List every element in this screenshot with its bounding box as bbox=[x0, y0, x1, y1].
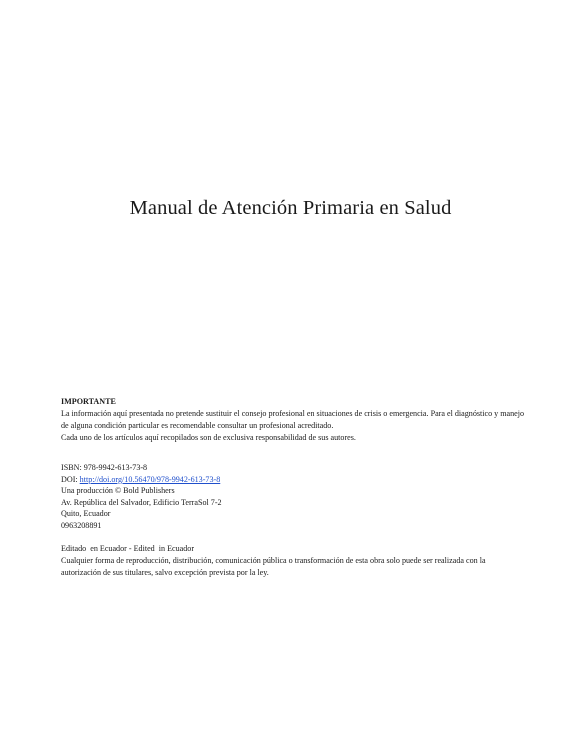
notice-paragraph-disclaimer: La información aquí presentada no pretende sustituir el consejo profesional en situaciones de crisis o emergencia. Para el diagnóstico y manejo de alguna condición particular es recomendable consultar un profesional acreditado. bbox=[61, 409, 525, 430]
phone-text: 0963208891 bbox=[61, 520, 102, 530]
address-line-1: Av. República del Salvador, Edificio TerraSol 7-2 bbox=[61, 497, 222, 507]
important-notice bbox=[61, 396, 531, 444]
producer-text: Una producción © Bold Publishers bbox=[61, 486, 175, 496]
edited-in-text: Editado en Ecuador - Edited in Ecuador bbox=[61, 544, 195, 553]
doi-link[interactable]: http://doi.org/10.56470/978-9942-613-73-8 bbox=[79, 474, 221, 484]
publication-info bbox=[61, 462, 531, 532]
address-line-2: Quito, Ecuador bbox=[61, 509, 111, 519]
notice-paragraph-responsibility: Cada uno de los artículos aquí recopilados son de exclusiva responsabilidad de sus autores. bbox=[61, 433, 356, 442]
rights-section bbox=[61, 543, 526, 578]
doi-line bbox=[61, 474, 531, 486]
isbn-text: ISBN: 978-9942-613-73-8 bbox=[61, 463, 148, 472]
reproduction-notice: Cualquier forma de reproducción, distribución, comunicación pública o transformación de esta obra solo puede ser realizada con la autorización de sus titulares, salvo excepción prevista por la ley. bbox=[61, 555, 486, 577]
notice-heading: IMPORTANTE bbox=[61, 397, 116, 406]
document-title: Manual de Atención Primaria en Salud bbox=[129, 197, 452, 219]
doi-label: DOI: bbox=[61, 474, 80, 484]
